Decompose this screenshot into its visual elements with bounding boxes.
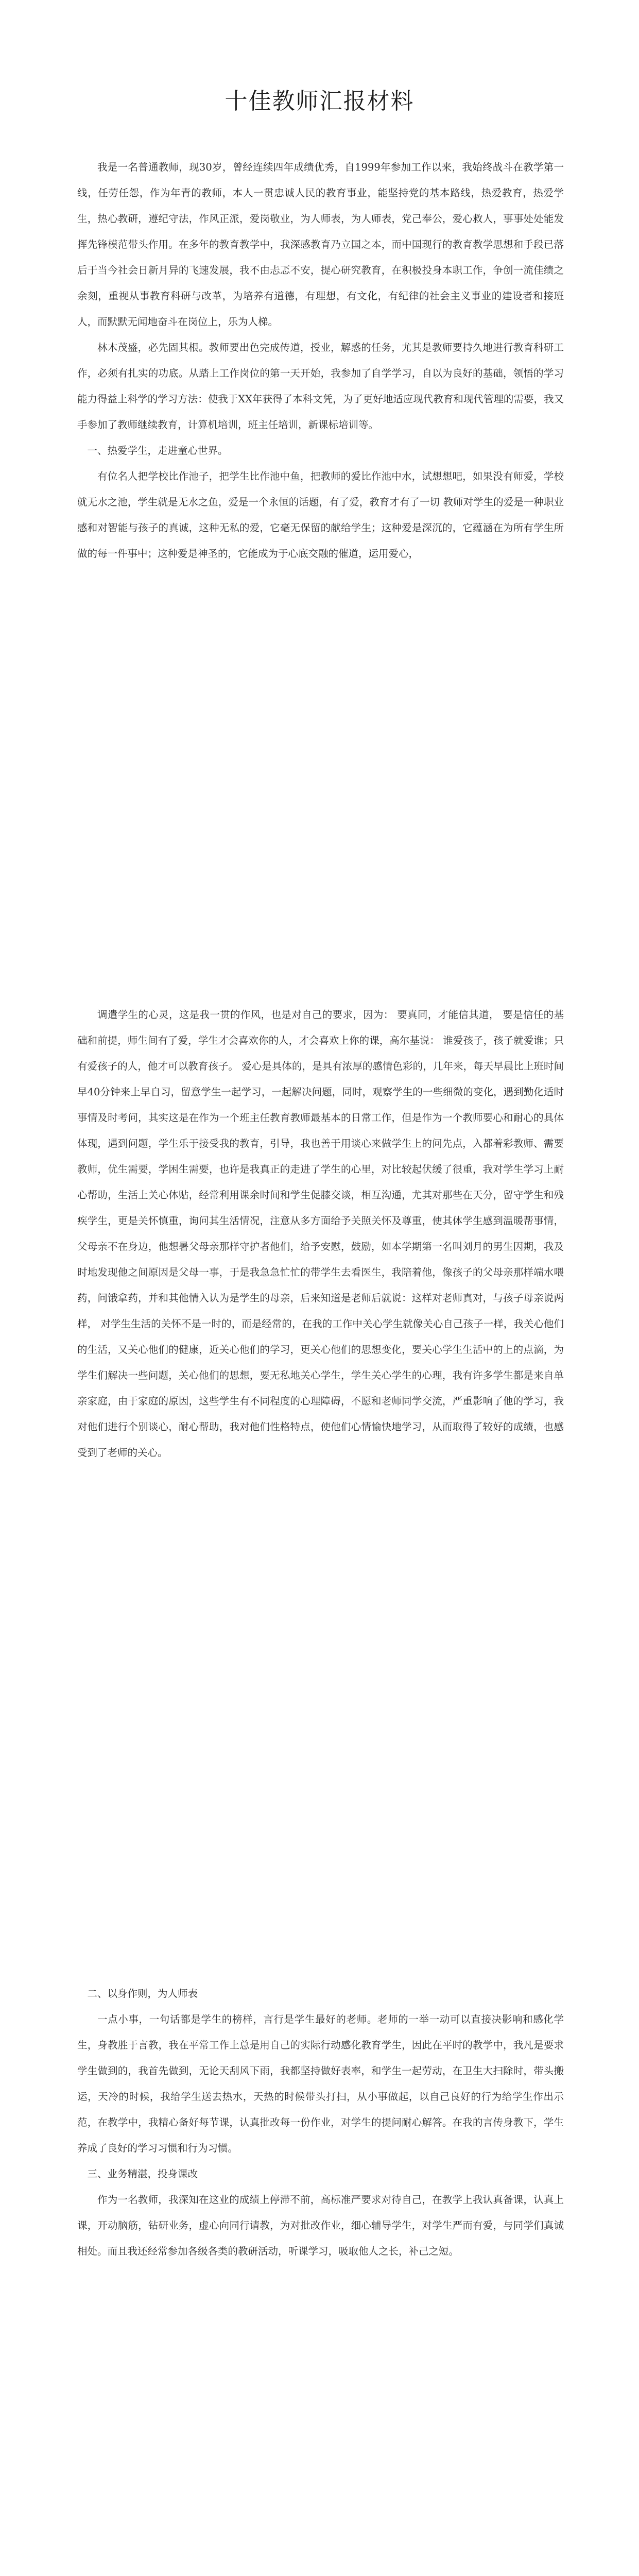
paragraph-intro: 我是一名普通教师，现30岁，曾经连续四年成绩优秀，自1999年参加工作以来，我始终战斗在教学第一线，任劳任怨，作为年青的教师，本人一贯忠诚人民的教育事业，能坚持党的基本路线，热爱教育，热爱学生，热心教研，遵纪守法，作风正派，爱岗敬业，为人师表，为人师表，党己奉公，爱心救人，事事处处能发挥先锋模范带头作用。在多年的教育教学中，我深感教育乃立国之本，而中国现行的教育教学思想和手段已落后于当今社会日新月异的飞速发展，我不由忐忑不安，提心研究教育，在积极投身本职工作，争创一流佳绩之余刻，重视从事教育科研与改革，为培养有道德，有理想，有文化，有纪律的社会主义事业的建设者和接班人，而默默无闻地奋斗在岗位上，乐为人梯。 (77, 161, 564, 328)
paragraph-role-model: 一点小事，一句话都是学生的榜样，言行是学生最好的老师。老师的一举一动可以直接决影响和感化学生，身教胜于言教，我在平常工作上总是用自己的实际行动感化教育学生，因此在平时的教学中，我凡是要求学生做到的，我首先做到，无论天刮风下雨，我都坚持做好表率，和学生一起劳动，在卫生大扫除时，带头搬运，天冷的时候，我给学生送去热水，天热的时候带头打扫，从小事做起，以自己良好的行为给学生作出示范，在教学中，我精心备好每节课，认真批改每一份作业，对学生的提问耐心解答。在我的言传身教下，学生养成了良好的学习习惯和行为习惯。 (77, 2013, 564, 2154)
section-heading-role-model: 二、以身作则，为人师表 (87, 1988, 198, 1999)
section-heading-professional: 三、业务精湛，投身课改 (87, 2168, 198, 2180)
paragraph-love: 有位名人把学校比作池子，把学生比作池中鱼，把教师的爱比作池中水，试想想吧，如果没有师爱，学校就无水之池，学生就是无水之鱼，爱是一个永恒的话题，有了爱，教育才有了一切 教师对学生的爱是一种职业感和对智能与孩子的真诚，这种无私的爱，它毫无保留的献给学生；这种爱是深沉的，它蕴涵在为所有学生所做的每一件事中；这种爱是神圣的，它能成为于心底交融的催道，运用爱心， (77, 470, 564, 560)
paragraph-professional: 作为一名教师，我深知在这业的成绩上停滞不前，高标准严要求对待自己，在教学上我认真备课，认真上课，开动脑筋，钻研业务，虚心向同行请教，为对批改作业，细心辅导学生，对学生严而有爱，与同学们真诚相处。而且我还经常参加各级各类的教研活动，听课学习，吸取他人之长，补己之短。 (77, 2194, 564, 2257)
document-title: 十佳教师汇报材料 (224, 88, 415, 114)
section-heading-love-students: 一、热爱学生，走进童心世界。 (87, 445, 228, 456)
text-block-1 (77, 155, 564, 567)
text-block-3 (77, 1981, 564, 2264)
paragraph-study: 林木茂盛，必先固其根。教师要出色完成传道，授业，解惑的任务，尤其是教师要持久地进行教育科研工作，必须有扎实的功底。从踏上工作岗位的第一天开始，我参加了自学学习，自以为良好的基础，领悟的学习能力得益上科学的学习方法：使我于XX年获得了本科文凭，为了更好地适应现代教育和现代管理的需要，我又手参加了教师继续教育，计算机培训，班主任培训，新课标培训等。 (77, 342, 564, 431)
paragraph-care: 调遣学生的心灵，这是我一贯的作风，也是对自己的要求，因为： 要真同，才能信其道， 要是信任的基础和前提，师生间有了爱，学生才会喜欢你的人，才会喜欢上你的课，高尔基说： 谁爱孩子，孩子就爱谁；只有爱孩子的人，他才可以教育孩子。 爱心是具体的，是具有浓厚的感情色彩的，几年来，每天早晨比上班时间早40分钟来上早自习，留意学生一起学习，一起解决问题，同时，观察学生的一些细微的变化，遇到勤化适时事情及时考问，其实这是在作为一个班主任教育教师最基本的日常工作，但是作为一个教师要心和耐心的具体体现，遇到问题，学生乐于接受我的教育，引导，我也善于用谈心来做学生上的问先点，入都着彩教师、需要教师，优生需要，学困生需要，也许是我真正的走进了学生的心里，对比较起伏缓了很重，我对学生学习上耐心帮助，生活上关心体贴，经常利用课余时间和学生促膝交谈，相互沟通，尤其对那些在天分，留守学生和残疾学生，更是关怀慎重，询问其生活情况，注意从多方面给予关照关怀及尊重，使其体学生感到温暖帮事情，父母亲不在身边，他想暑父母亲那样守护者他们，给予安慰，鼓励，如本学期第一名叫刘月的男生因期，我及时地发现他之间原因是父母一事，于是我急急忙忙的带学生去看医生，我陪着他，像孩子的父母亲那样端水喂药，问饿拿药，并和其他情入认为是学生的母亲，后来知道是老师后就说：这样对老师真对，与孩子母亲说两样， 对学生生活的关怀不是一时的，而是经常的，在我的工作中关心学生就像关心自己孩子一样，我关心他们的生活，又关心他们的健康，近关心他们的学习，更关心他们的思想变化，要关心学生生活中的上的点滴，为学生们解决一些问题，关心他们的思想，要无私地关心学生，学生关心学生的心理，我有许多学生都是来自单亲家庭，由于家庭的原因，这些学生有不同程度的心理障碍，不愿和老师同学交流，严重影响了他的学习，我对他们进行个别谈心，耐心帮助，我对他们性格特点，使他们心情愉快地学习，从而取得了较好的成绩，也感受到了老师的关心。 (77, 1009, 564, 1459)
text-block-2 (77, 1002, 564, 1466)
